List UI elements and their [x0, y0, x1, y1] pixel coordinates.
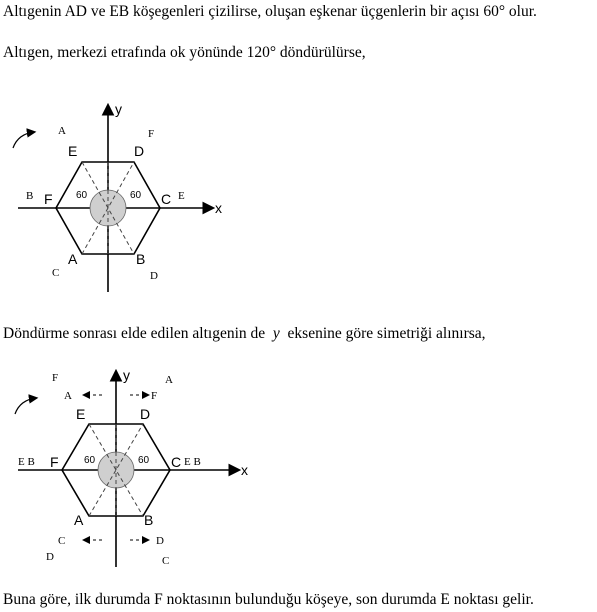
statement-reflection-after: eksenine göre simetriği alınırsa,: [287, 325, 486, 342]
reflected-left: E B: [18, 456, 35, 468]
vertex-c: C: [161, 191, 172, 207]
x-axis-label: x: [241, 462, 248, 478]
reflected-right: E B: [184, 456, 201, 468]
rotated-right: E: [178, 190, 185, 202]
rotated-top-right: F: [148, 128, 155, 140]
reflected-bottom-left: D: [46, 551, 54, 563]
statement-reflection-variable: y: [272, 325, 280, 342]
vertex-f: F: [44, 191, 53, 207]
vertex-f: F: [50, 454, 59, 470]
rotated-bottom-right: D: [150, 270, 158, 282]
rotated-left: B: [26, 190, 34, 202]
statement-conclusion: Buna göre, ilk durumda F noktasının bulunduğu köşeye, son durumda E noktası gelir.: [3, 591, 534, 608]
angle-right: 60: [138, 455, 150, 466]
angle-left: 60: [84, 455, 96, 466]
x-axis-label: x: [215, 200, 222, 216]
y-axis-label: y: [115, 101, 122, 117]
rotated-bottom-right: D: [156, 535, 164, 547]
vertex-e: E: [76, 406, 86, 422]
rotation-arrow-icon: [13, 132, 34, 148]
vertex-d: D: [140, 406, 151, 422]
reflected-bottom-right: C: [162, 555, 170, 567]
rotated-bottom-left: C: [52, 267, 60, 279]
vertex-c: C: [171, 454, 182, 470]
vertex-a: A: [74, 512, 84, 528]
statement-rotation: Altıgen, merkezi etrafında ok yönünde 120° döndürülürse,: [3, 44, 366, 61]
angle-right: 60: [130, 190, 142, 201]
reflected-top-left: F: [52, 372, 59, 384]
statement-reflection-before: Döndürme sonrası elde edilen altıgenin de: [3, 325, 266, 342]
vertex-a: A: [68, 251, 78, 267]
vertex-e: E: [68, 143, 78, 159]
hexagon-figure-reflection: [0, 362, 270, 577]
y-axis-label: y: [123, 367, 130, 383]
statement-reflection: [3, 325, 486, 343]
rotated-top-left: A: [64, 390, 72, 402]
hexagon-figure-rotation: [0, 92, 240, 302]
rotated-bottom-left: C: [58, 535, 66, 547]
vertex-d: D: [134, 143, 145, 159]
angle-left: 60: [76, 190, 88, 201]
rotated-top-right: F: [151, 390, 158, 402]
statement-diagonals: Altıgenin AD ve EB köşegenleri çizilirse, oluşan eşkenar üçgenlerin bir açısı 60° olur.: [3, 3, 537, 20]
vertex-b: B: [136, 251, 146, 267]
rotated-top-left: A: [58, 125, 66, 137]
reflected-top-right: A: [165, 374, 173, 386]
vertex-b: B: [144, 512, 154, 528]
rotation-arrow-icon: [15, 398, 36, 414]
